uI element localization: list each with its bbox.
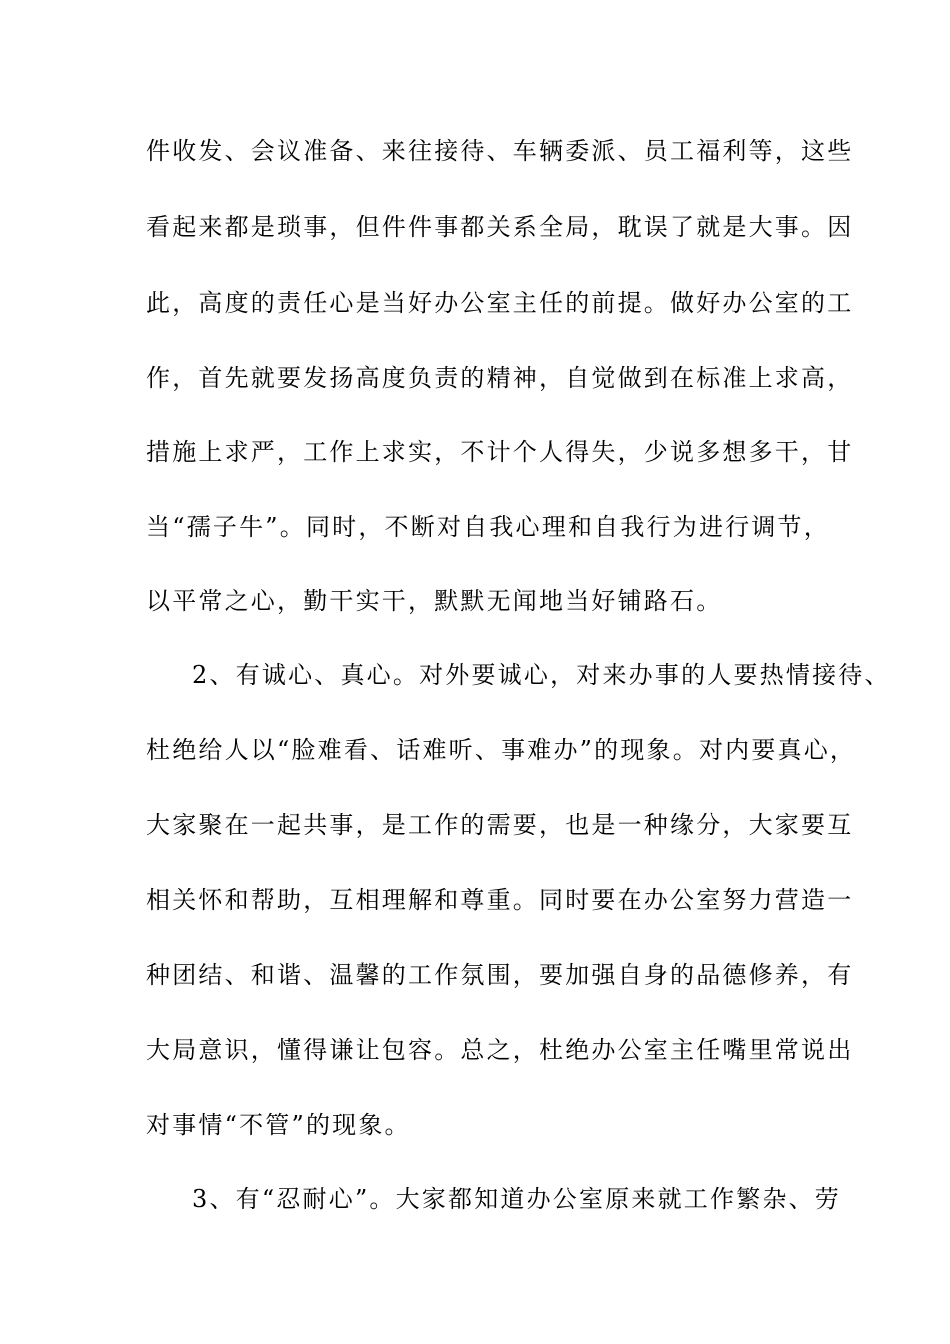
text-line: 件收发、会议准备、来往接待、车辆委派、员工福利等，这些 xyxy=(146,137,854,165)
text-line: 对事情“不管”的现象。 xyxy=(146,1111,411,1139)
text-line: 杜绝给人以“脸难看、话难听、事难办”的现象。对内要真心， xyxy=(146,736,857,764)
text-line: 当“孺子牛”。同时，不断对自我心理和自我行为进行调节， xyxy=(146,513,830,541)
text-line: 措施上求严，工作上求实，不计个人得失，少说多想多干，甘 xyxy=(146,438,854,466)
text-line: 此，高度的责任心是当好办公室主任的前提。做好办公室的工 xyxy=(146,289,854,317)
text-line: 2、有诚心、真心。对外要诚心，对来办事的人要热情接待、 xyxy=(192,661,891,689)
text-line: 大局意识，懂得谦让包容。总之，杜绝办公室主任嘴里常说出 xyxy=(146,1036,854,1064)
text-line: 相关怀和帮助，互相理解和尊重。同时要在办公室努力营造一 xyxy=(146,886,854,914)
text-line: 以平常之心，勤干实干，默默无闻地当好铺路石。 xyxy=(146,587,723,615)
text-line: 大家聚在一起共事，是工作的需要，也是一种缘分，大家要互 xyxy=(146,811,854,839)
text-line: 作，首先就要发扬高度负责的精神，自觉做到在标准上求高， xyxy=(146,364,854,392)
text-line: 种团结、和谐、温馨的工作氛围，要加强自身的品德修养，有 xyxy=(146,961,854,989)
text-line: 3、有“忍耐心”。大家都知道办公室原来就工作繁杂、劳 xyxy=(192,1185,842,1213)
text-line: 看起来都是琐事，但件件事都关系全局，耽误了就是大事。因 xyxy=(146,213,854,241)
